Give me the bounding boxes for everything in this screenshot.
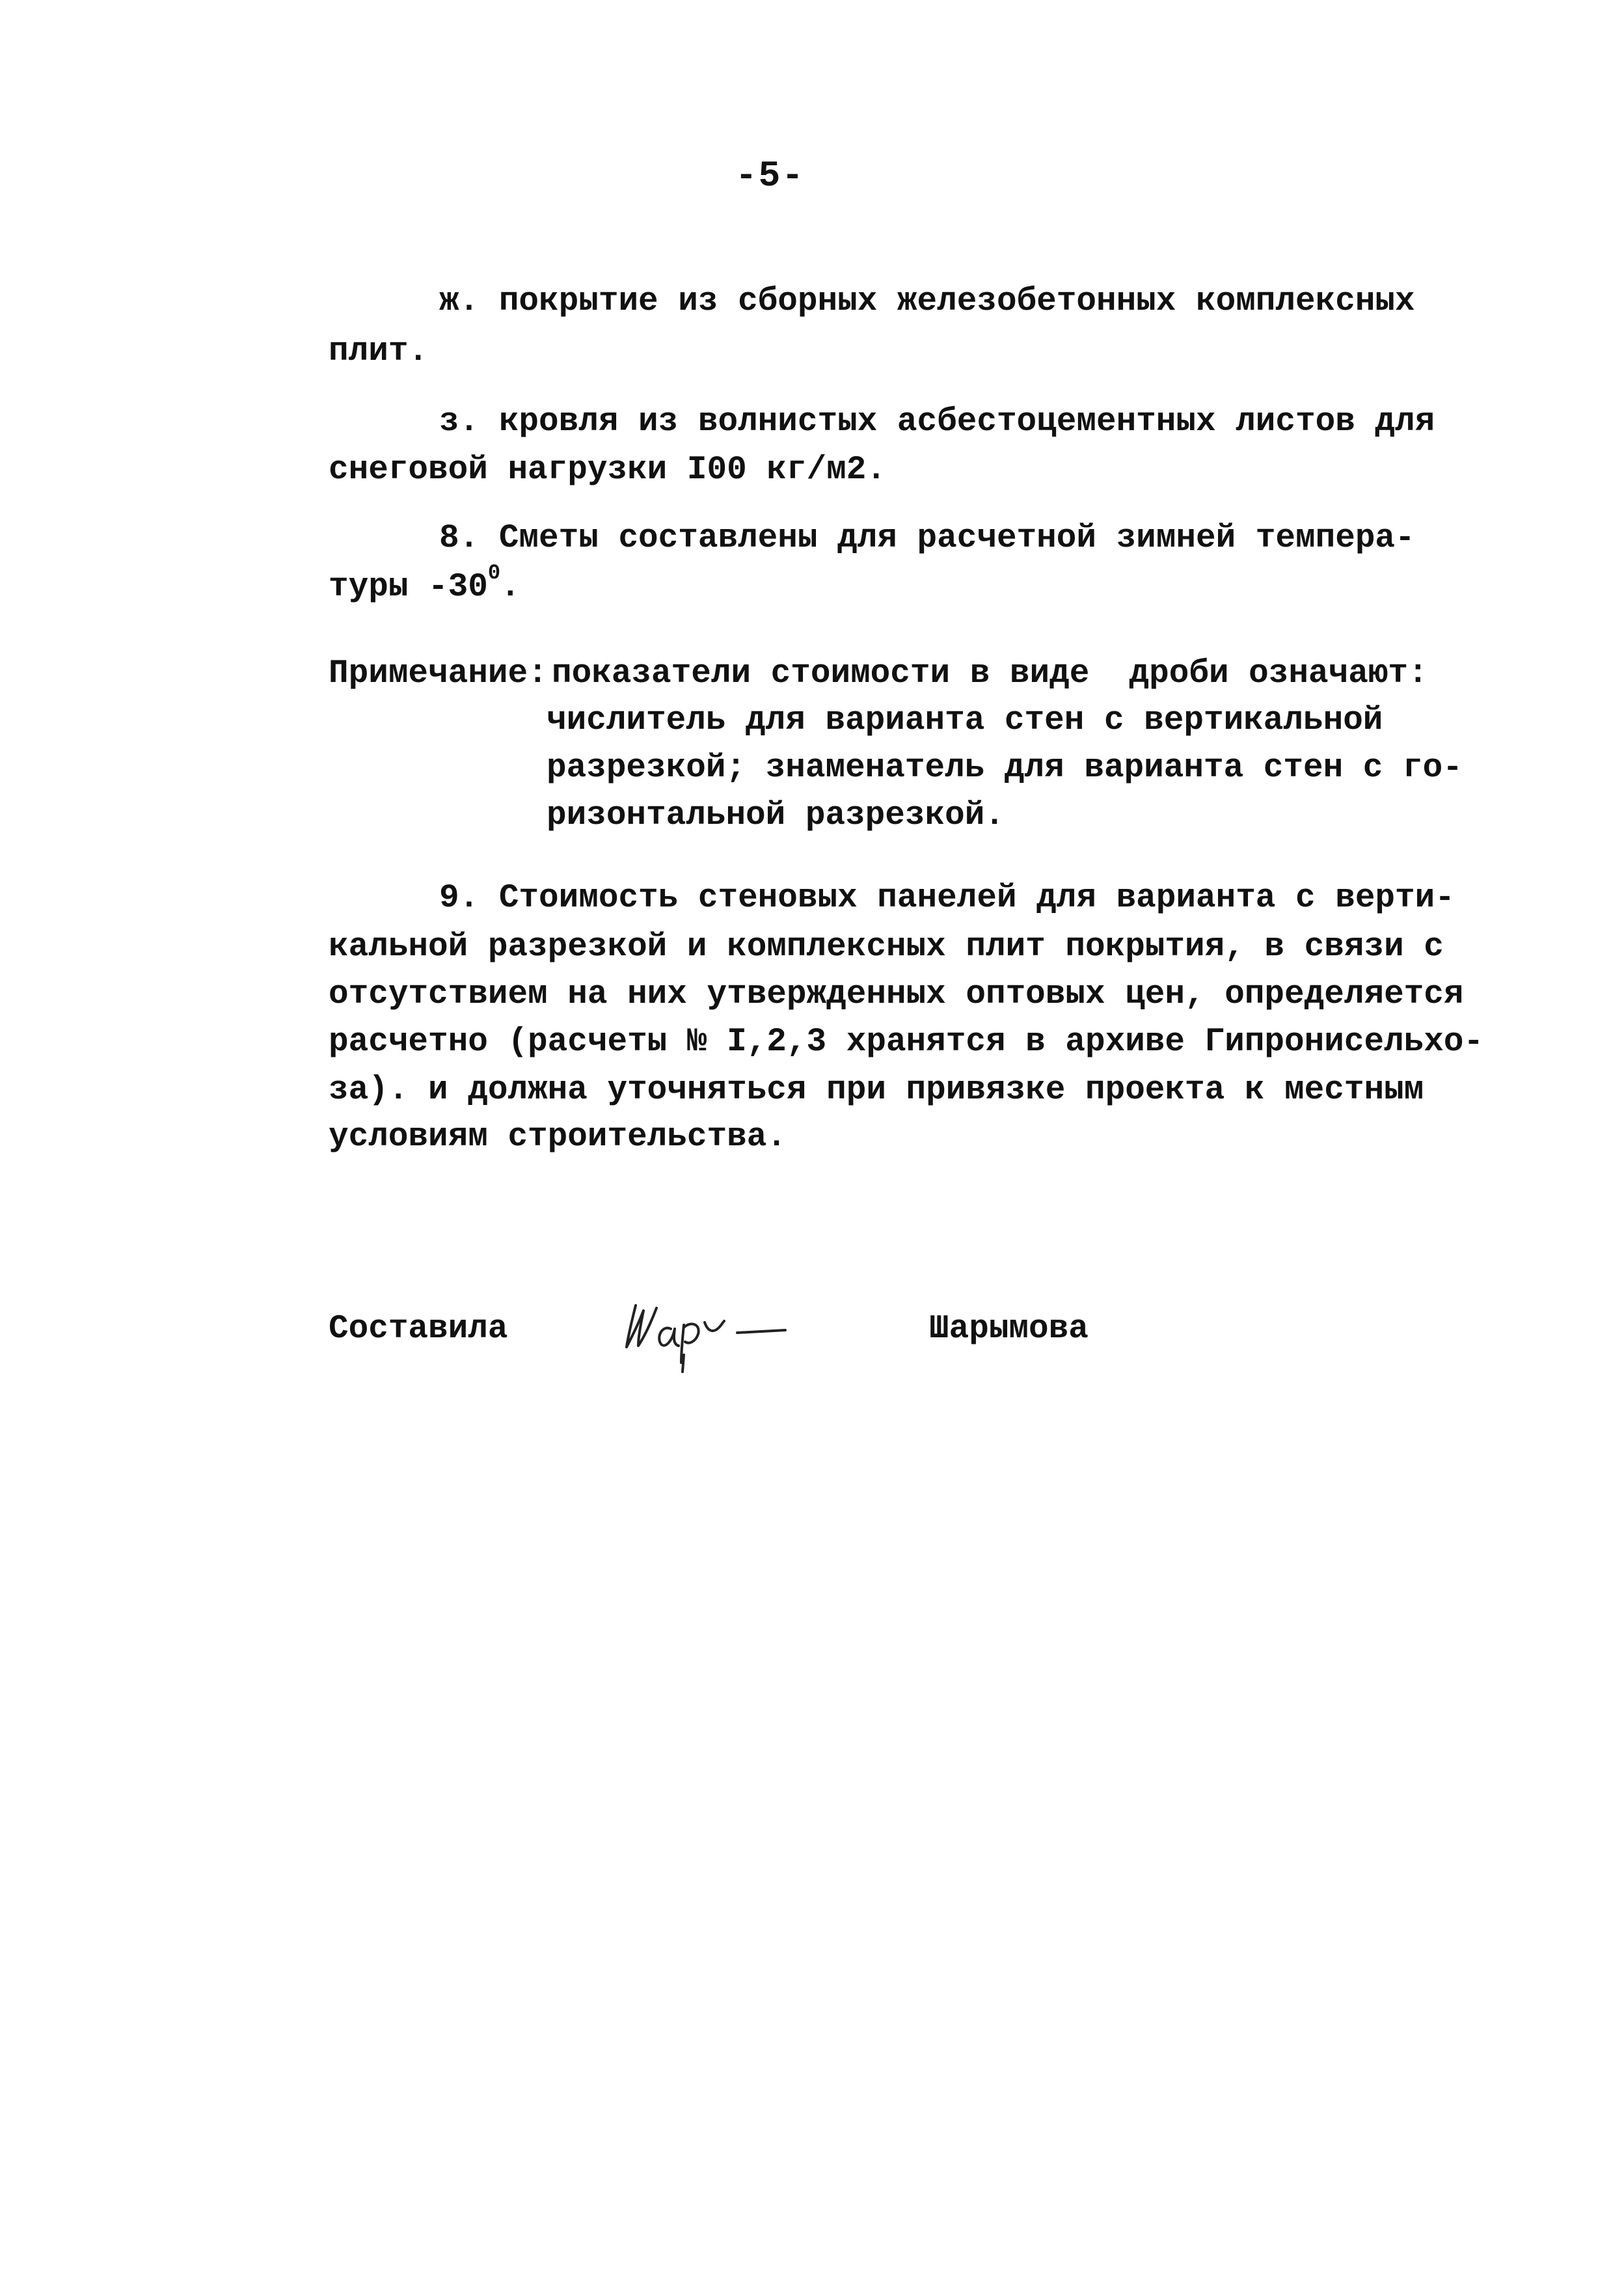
- paragraph-9-line-5: за). и должна уточняться при привязке проекта к местным: [329, 1072, 1424, 1109]
- signature-name: Шарымова: [929, 1311, 1089, 1348]
- note-line-1: показатели стоимости в виде дроби означают:: [552, 655, 1428, 692]
- note-line-2: числитель для варианта стен с вертикальной: [547, 702, 1383, 739]
- paragraph-8-line-2: [329, 561, 521, 606]
- paragraph-8-line-1: 8. Сметы составлены для расчетной зимней темпера-: [439, 520, 1415, 557]
- note-line-4: ризонтальной разрезкой.: [547, 797, 1005, 834]
- item-z-line-1: з. кровля из волнистых асбестоцементных листов для: [439, 403, 1435, 441]
- signature-block: [0, 1282, 1624, 1386]
- degree-superscript: 0: [487, 561, 501, 585]
- paragraph-9-line-1: 9. Стоимость стеновых панелей для варианта с верти-: [439, 880, 1455, 917]
- paragraph-9-line-3: отсутствием на них утвержденных оптовых цен, определяется: [329, 976, 1464, 1013]
- handwritten-signature: [621, 1282, 804, 1373]
- paragraph-9-line-6: условиям строительства.: [329, 1119, 787, 1156]
- page-number: -5-: [735, 155, 805, 197]
- item-zh-line-1: ж. покрытие из сборных железобетонных комплексных: [439, 283, 1415, 320]
- item-z-line-2: снеговой нагрузки I00 кг/м2.: [329, 452, 886, 489]
- paragraph-9-line-2: кальной разрезкой и комплексных плит покрытия, в связи с: [329, 929, 1444, 966]
- paragraph-9-line-4: расчетно (расчеты № I,2,3 хранятся в архиве Гипронисельхо-: [329, 1024, 1484, 1061]
- note-line-3: разрезкой; знаменатель для варианта стен с го-: [547, 750, 1463, 787]
- paragraph-8-text: туры -30: [329, 569, 488, 606]
- paragraph-8-end: .: [500, 569, 521, 606]
- signature-label: Составила: [329, 1311, 508, 1348]
- note-label: Примечание:: [329, 655, 548, 692]
- item-zh-line-2: плит.: [329, 333, 429, 370]
